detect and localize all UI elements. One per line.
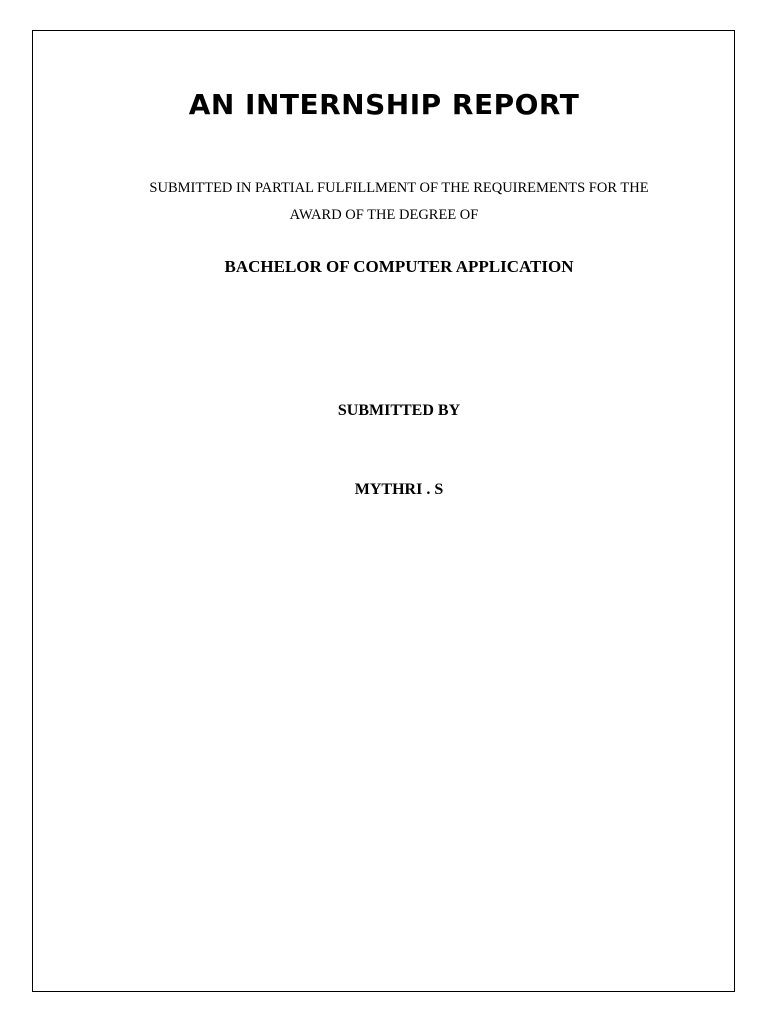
degree-name: BACHELOR OF COMPUTER APPLICATION xyxy=(224,257,574,276)
submitted-by-label: SUBMITTED BY xyxy=(337,402,461,419)
author-name: MYTHRI . S xyxy=(354,481,444,498)
report-title: AN INTERNSHIP REPORT xyxy=(188,88,580,121)
subtitle-line-1: SUBMITTED IN PARTIAL FULFILLMENT OF THE REQUIREMENTS FOR THE xyxy=(149,180,649,196)
subtitle-line-2: AWARD OF THE DEGREE OF xyxy=(289,207,479,223)
page-border xyxy=(32,30,735,992)
